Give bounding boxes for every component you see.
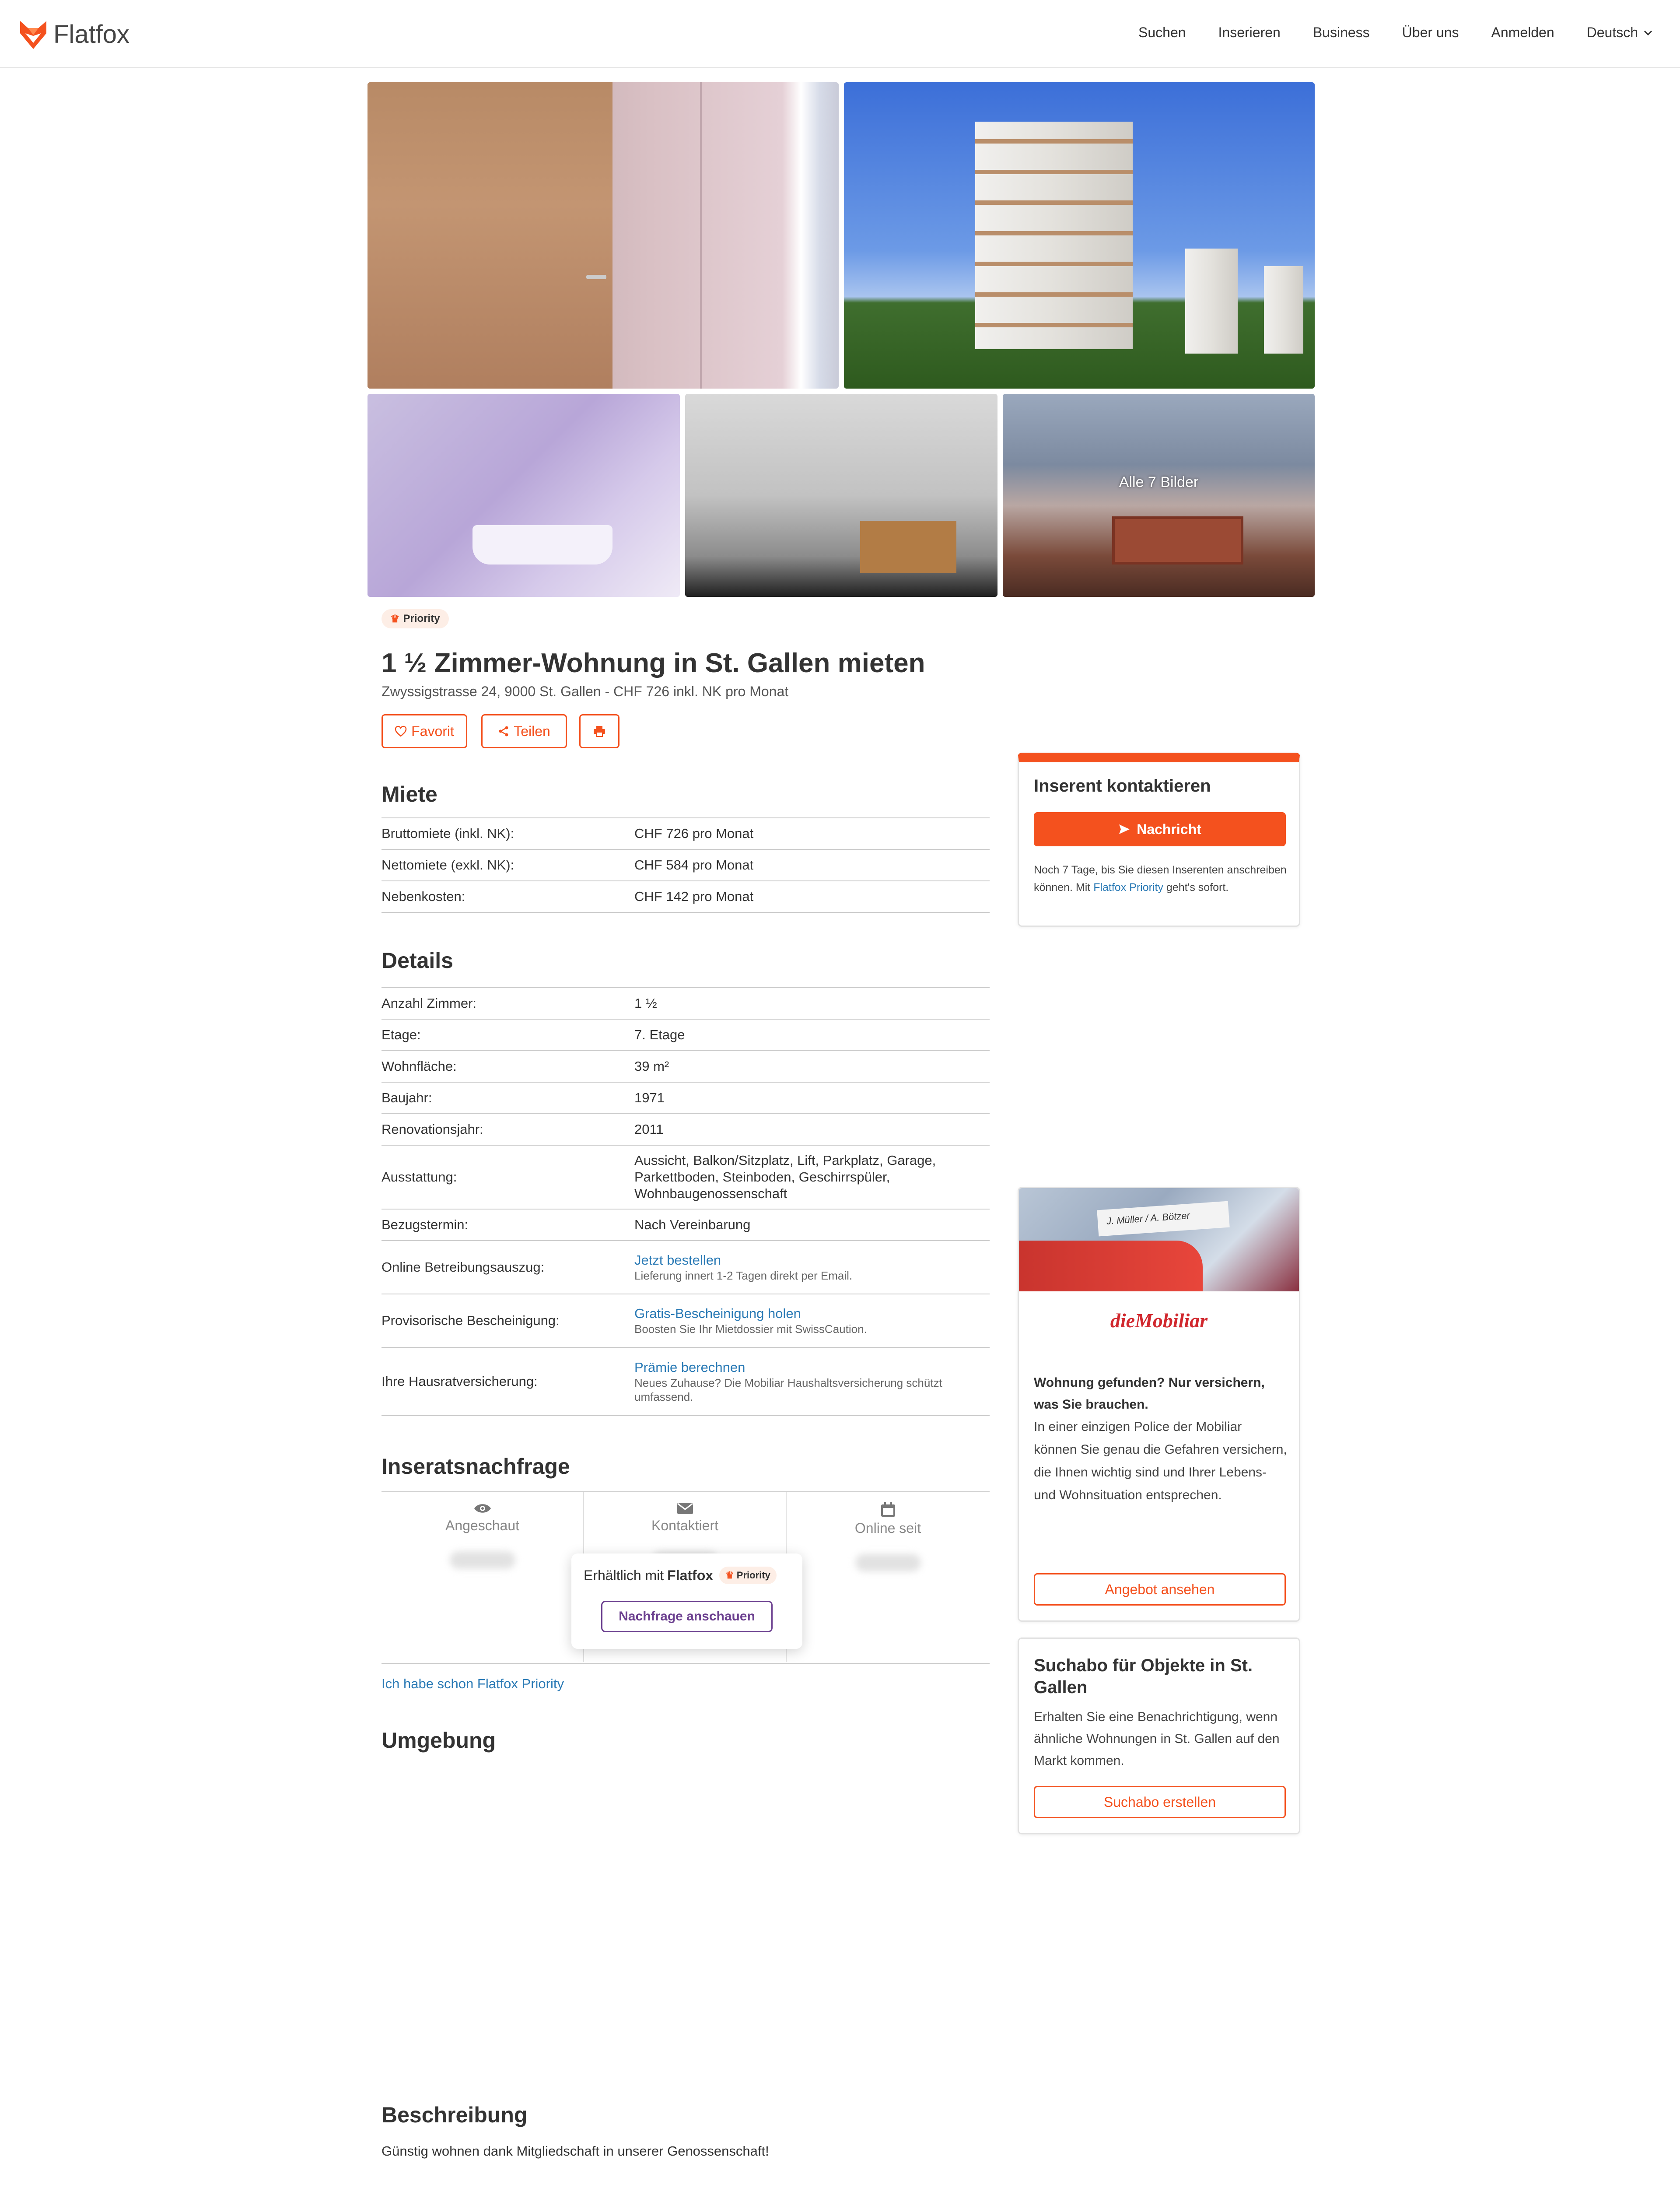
table-row [382, 1241, 990, 1294]
photo-building[interactable] [844, 82, 1315, 389]
create-search-alert-button[interactable]: Suchabo erstellen [1034, 1786, 1286, 1818]
mobiliar-paper: J. Müller / A. Bötzer [1097, 1201, 1229, 1237]
table-row [382, 1146, 990, 1210]
row-label: Online Betreibungsauszug: [382, 1259, 545, 1275]
message-button[interactable] [1034, 812, 1286, 846]
table-row [382, 818, 990, 850]
surroundings-section-title: Umgebung [382, 1728, 496, 1753]
table-row [382, 1083, 990, 1114]
certificate-link[interactable]: Gratis-Bescheinigung holen [634, 1306, 801, 1321]
fox-logo-icon [19, 18, 47, 50]
nav-inserieren[interactable]: Inserieren [1218, 25, 1281, 40]
row-value [634, 1356, 990, 1407]
crown-icon: ♛ [725, 1570, 734, 1581]
row-label: Bezugstermin: [382, 1217, 469, 1232]
table-row [382, 988, 990, 1020]
contact-note: Noch 7 Tage, bis Sie diesen Inserenten anschreiben können. Mit Flatfox Priority geht's sofort. [1034, 864, 1287, 894]
row-value: CHF 726 pro Monat [634, 826, 754, 841]
stat-value-blurred [450, 1551, 515, 1569]
row-note: Boosten Sie Ihr Mietdossier mit SwissCaution. [634, 1322, 867, 1336]
crown-icon: ♛ [390, 613, 400, 625]
row-value: CHF 142 pro Monat [634, 889, 754, 904]
favorite-button[interactable] [382, 714, 467, 748]
logo[interactable] [19, 18, 130, 50]
priority-popover [571, 1553, 802, 1649]
main-nav [1106, 25, 1654, 41]
row-value: 1 ½ [634, 996, 657, 1011]
mobiliar-ad-image [1019, 1188, 1299, 1291]
table-row [382, 1294, 990, 1348]
stat-label: Angeschaut [445, 1518, 519, 1533]
table [860, 521, 956, 573]
popover-available-text: Erhältlich mit [584, 1567, 664, 1583]
site-header [0, 0, 1680, 68]
calendar-icon [880, 1502, 896, 1518]
row-value: CHF 584 pro Monat [634, 857, 754, 873]
mobiliar-ad-card [1018, 1187, 1300, 1622]
order-extract-link[interactable]: Jetzt bestellen [634, 1252, 721, 1268]
have-priority-link[interactable]: Ich habe schon Flatfox Priority [382, 1676, 564, 1691]
popover-brand: Flatfox [667, 1567, 714, 1583]
row-value [634, 1302, 990, 1339]
details-table [382, 987, 990, 1416]
language-dropdown[interactable] [1587, 25, 1654, 41]
priority-badge-label: Priority [403, 613, 440, 624]
building-far [1185, 249, 1238, 354]
view-demand-button[interactable]: Nachfrage anschauen [601, 1601, 773, 1632]
table-row [382, 1051, 990, 1083]
rent-table [382, 817, 990, 913]
envelope-icon [676, 1502, 694, 1515]
stat-label: Kontaktiert [651, 1518, 718, 1533]
favorite-label: Favorit [411, 723, 454, 739]
row-label: Ausstattung: [382, 1169, 457, 1185]
cabinet-line [700, 82, 702, 389]
row-value [634, 1248, 990, 1286]
table-row [382, 1020, 990, 1051]
share-icon [498, 726, 509, 737]
heart-icon [395, 726, 407, 737]
contact-card-title: Inserent kontaktieren [1034, 776, 1211, 796]
search-alert-card [1018, 1637, 1300, 1834]
popover-text [584, 1567, 777, 1584]
row-note: Lieferung innert 1-2 Tagen direkt per Email. [634, 1269, 853, 1282]
nav-anmelden[interactable]: Anmelden [1491, 25, 1554, 40]
table-row [382, 1114, 990, 1146]
row-value: 2011 [634, 1122, 664, 1137]
table-row [382, 1210, 990, 1241]
listing-address: Zwyssigstrasse 24, 9000 St. Gallen - CHF 726 inkl. NK pro Monat [382, 684, 789, 699]
view-offer-button[interactable]: Angebot ansehen [1034, 1573, 1286, 1606]
mobiliar-arm [1019, 1241, 1203, 1291]
send-icon [1118, 824, 1130, 835]
contact-card [1018, 753, 1300, 927]
row-label: Ihre Hausratversicherung: [382, 1374, 538, 1389]
stat-label: Online seit [854, 1520, 921, 1536]
row-label: Renovationsjahr: [382, 1122, 483, 1137]
table-row [382, 881, 990, 913]
all-images-button[interactable] [1003, 394, 1315, 597]
logo-text: Flatfox [53, 20, 130, 49]
mobiliar-text: In einer einzigen Police der Mobiliar können Sie genau die Gefahren versichern, die Ihnen wichtig sind und Ihrer Lebens- und Wohnsituation entsprechen. [1034, 1420, 1287, 1502]
description-text [382, 2140, 990, 2188]
print-button[interactable] [579, 714, 620, 748]
message-button-label: Nachricht [1137, 821, 1201, 837]
description-paragraph [382, 2184, 990, 2188]
row-label: Etage: [382, 1027, 421, 1042]
photo-kitchen[interactable] [685, 394, 998, 597]
photo-door[interactable] [368, 82, 839, 389]
language-label: Deutsch [1586, 25, 1638, 40]
photo-bathroom[interactable] [368, 394, 680, 597]
premium-link[interactable]: Prämie berechnen [634, 1360, 746, 1375]
building-far-2 [1264, 266, 1303, 354]
row-note: Neues Zuhause? Die Mobiliar Haushaltsversicherung schützt umfassend. [634, 1376, 942, 1403]
priority-badge [719, 1567, 777, 1584]
row-value: Aussicht, Balkon/Sitzplatz, Lift, Parkplatz, Garage, Parkettboden, Steinboden, Geschirrspüler, Wohnbaugenossenschaft [634, 1153, 936, 1201]
page-title: 1 ½ Zimmer-Wohnung in St. Gallen mieten [382, 648, 925, 678]
row-label: Wohnfläche: [382, 1059, 457, 1074]
door-panel [368, 82, 612, 389]
chevron-down-icon [1642, 27, 1654, 39]
table-row [382, 850, 990, 881]
row-value: 7. Etage [634, 1027, 685, 1042]
search-alert-title: Suchabo für Objekte in St. Gallen [1034, 1656, 1253, 1697]
nav-ueber-uns[interactable]: Über uns [1402, 25, 1459, 40]
table-row [382, 1348, 990, 1416]
nav-business[interactable]: Business [1312, 25, 1370, 40]
stat-viewed [382, 1492, 584, 1662]
row-label: Provisorische Bescheinigung: [382, 1313, 560, 1328]
building-main [975, 122, 1133, 349]
row-label: Bruttomiete (inkl. NK): [382, 826, 514, 841]
stat-value-blurred [855, 1554, 921, 1571]
row-value: Nach Vereinbarung [634, 1217, 751, 1232]
stat-online-since [787, 1492, 989, 1662]
row-value: 1971 [634, 1090, 665, 1105]
description-section-title: Beschreibung [382, 2103, 528, 2127]
row-label: Anzahl Zimmer: [382, 996, 477, 1011]
details-section-title: Details [382, 948, 453, 973]
mobiliar-logo: dieMobiliar [1110, 1309, 1208, 1332]
priority-badge [382, 609, 449, 628]
nav-suchen[interactable]: Suchen [1138, 25, 1186, 40]
share-label: Teilen [514, 723, 550, 739]
row-label: Baujahr: [382, 1090, 432, 1105]
priority-badge-label: Priority [736, 1570, 770, 1581]
row-value: 39 m² [634, 1059, 669, 1074]
demand-section-title: Inseratsnachfrage [382, 1454, 570, 1479]
door-handle [586, 275, 606, 279]
description-paragraph: Günstig wohnen dank Mitgliedschaft in unserer Genossenschaft! [382, 2143, 769, 2159]
print-icon [593, 725, 606, 737]
sink [472, 525, 612, 565]
mobiliar-headline: Wohnung gefunden? Nur versichern, was Sie brauchen. [1034, 1375, 1265, 1412]
row-label: Nebenkosten: [382, 889, 466, 904]
priority-link[interactable]: Flatfox Priority [1093, 881, 1163, 894]
divider [382, 1663, 990, 1664]
row-label: Nettomiete (exkl. NK): [382, 857, 514, 873]
all-images-label: Alle 7 Bilder [1119, 473, 1199, 491]
eye-icon [473, 1502, 492, 1515]
search-alert-text: Erhalten Sie eine Benachrichtigung, wenn ähnliche Wohnungen in St. Gallen auf den Markt kommen. [1034, 1710, 1280, 1768]
rent-section-title: Miete [382, 782, 438, 806]
share-button[interactable] [481, 714, 567, 748]
